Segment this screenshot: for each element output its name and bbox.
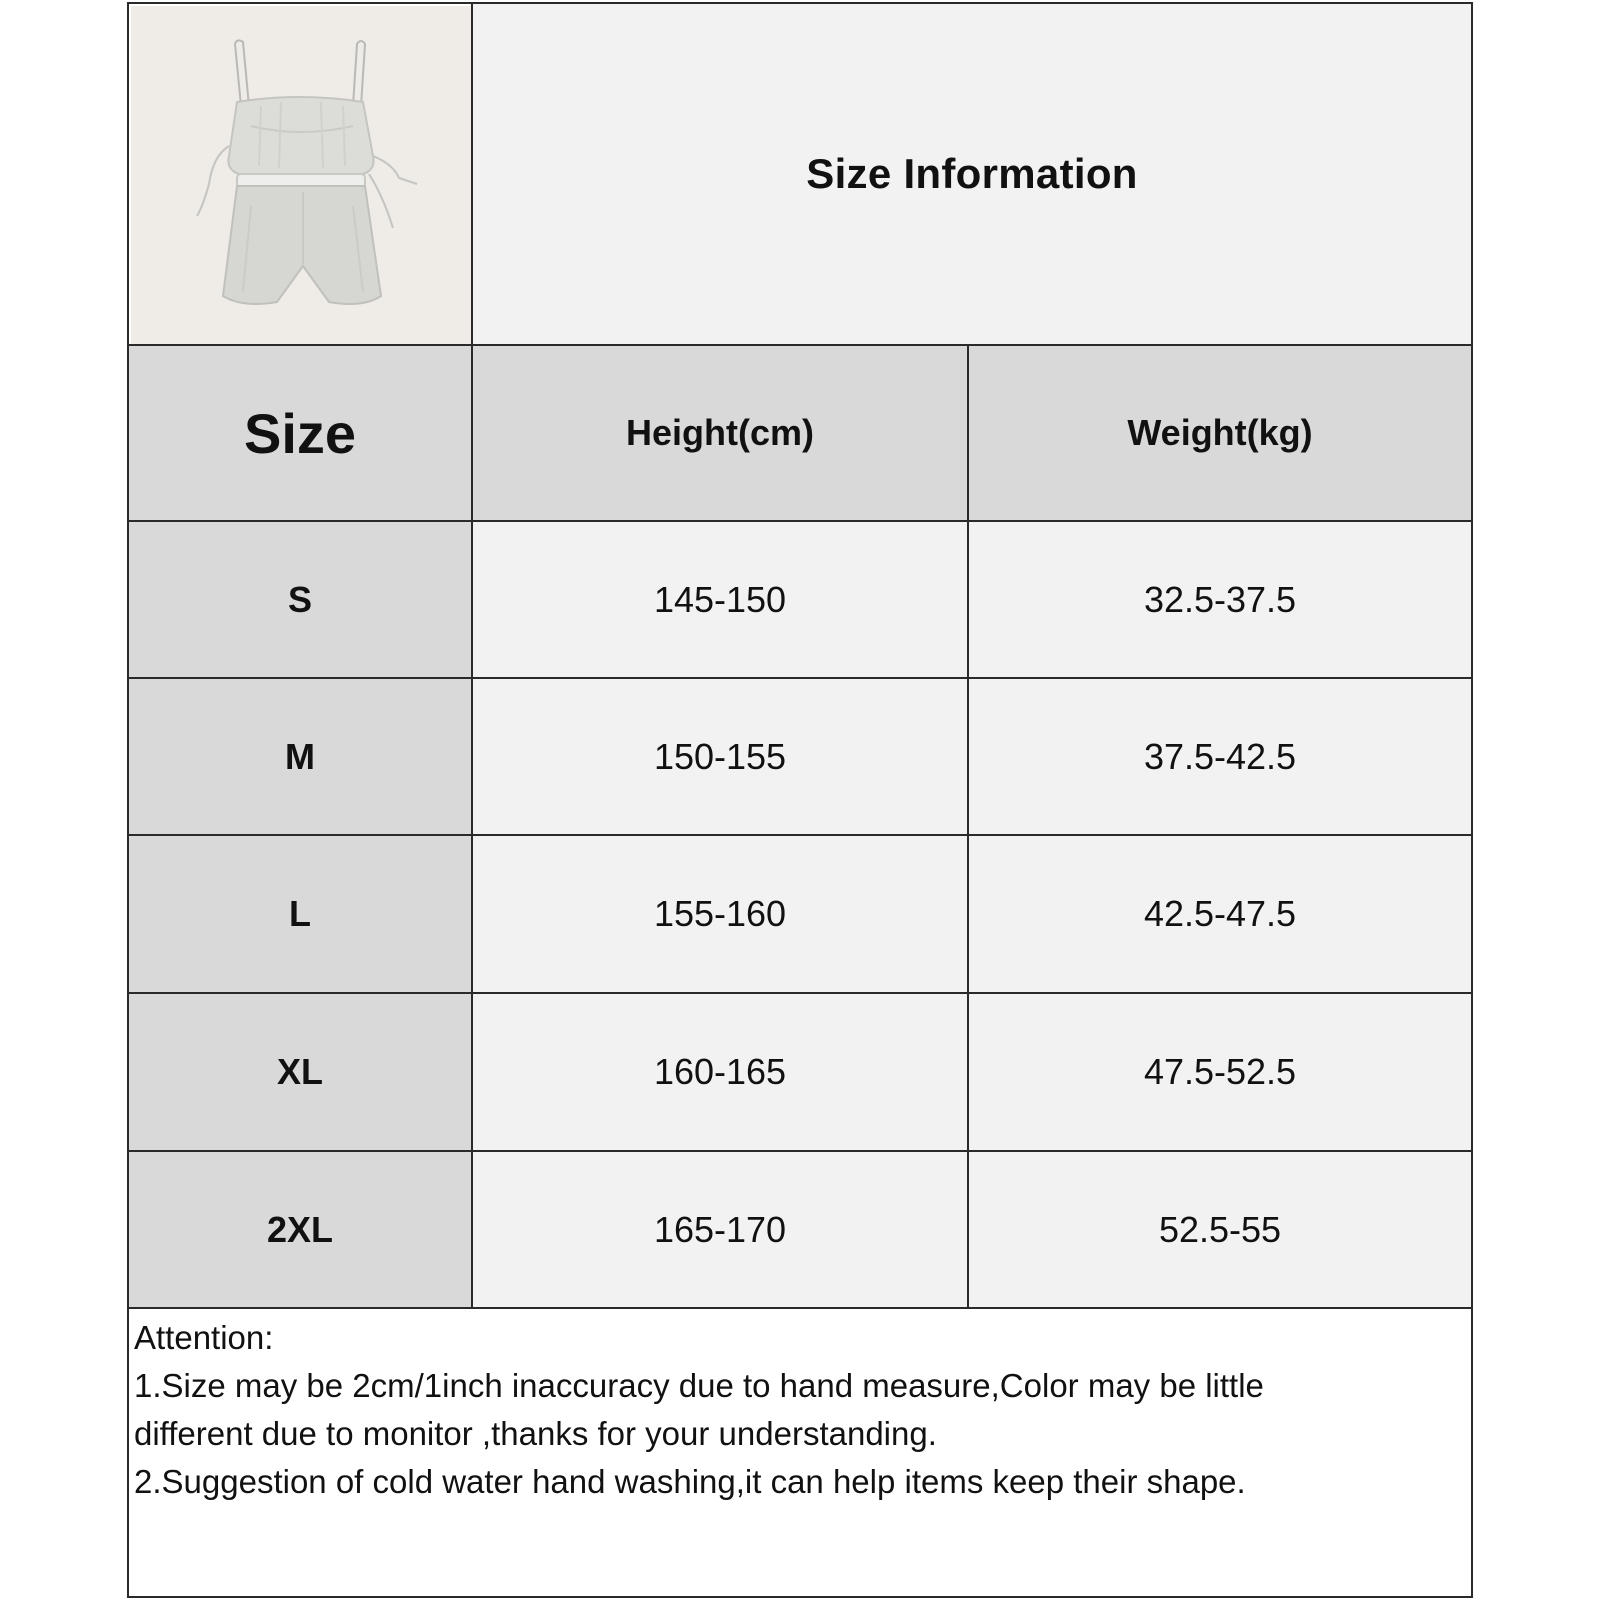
row-divider [129, 834, 1471, 836]
column-divider [967, 344, 969, 1309]
weight-value: 47.5-52.5 [1143, 1051, 1297, 1092]
row-divider [129, 677, 1471, 679]
height-value: 155-160 [653, 893, 787, 934]
table-row-height-cell [473, 994, 967, 1150]
note-line: different due to monitor ,thanks for your understanding. [134, 1415, 937, 1452]
row-divider [129, 344, 1471, 346]
weight-column-header: Weight(kg) [1127, 412, 1313, 453]
height-value: 145-150 [653, 578, 787, 620]
size-label: L [289, 893, 311, 934]
attention-notes [134, 1314, 1464, 1506]
table-row-size-cell [129, 679, 471, 834]
column-divider [471, 4, 473, 1309]
table-row-weight-cell [969, 679, 1471, 834]
camisole-shorts-set-icon [131, 6, 471, 344]
size-label: S [287, 578, 312, 620]
row-divider [129, 1150, 1471, 1152]
height-value: 150-155 [653, 735, 787, 777]
weight-value: 52.5-55 [1158, 1208, 1282, 1250]
table-row-size-cell [129, 994, 471, 1150]
product-image [131, 6, 471, 344]
row-divider [129, 520, 1471, 522]
size-chart [127, 2, 1473, 1598]
table-row-size-cell [129, 522, 471, 677]
size-header-cell [129, 346, 471, 520]
table-row-weight-cell [969, 522, 1471, 677]
table-row-height-cell [473, 522, 967, 677]
table-row-height-cell [473, 679, 967, 834]
table-row-height-cell [473, 1152, 967, 1307]
table-row-height-cell [473, 836, 967, 992]
table-row-weight-cell [969, 1152, 1471, 1307]
size-column-header: Size [243, 401, 357, 465]
weight-value: 42.5-47.5 [1143, 893, 1297, 934]
page-title: Size Information [806, 150, 1138, 197]
row-divider [129, 1307, 1471, 1309]
height-value: 165-170 [653, 1208, 787, 1250]
height-value: 160-165 [653, 1051, 787, 1092]
table-row-weight-cell [969, 836, 1471, 992]
height-column-header: Height(cm) [626, 412, 814, 453]
weight-value: 32.5-37.5 [1143, 578, 1297, 620]
size-label: M [285, 735, 315, 777]
size-label: 2XL [266, 1208, 334, 1250]
weight-value: 37.5-42.5 [1143, 735, 1297, 777]
weight-header-cell [969, 346, 1471, 520]
row-divider [129, 992, 1471, 994]
table-row-weight-cell [969, 994, 1471, 1150]
height-header-cell [473, 346, 967, 520]
table-row-size-cell [129, 1152, 471, 1307]
attention-heading: Attention: [134, 1319, 274, 1356]
title-cell [473, 4, 1471, 344]
table-row-size-cell [129, 836, 471, 992]
size-label: XL [276, 1051, 323, 1092]
note-line: 2.Suggestion of cold water hand washing,it can help items keep their shape. [134, 1463, 1246, 1500]
note-line: 1.Size may be 2cm/1inch inaccuracy due to hand measure,Color may be little [134, 1367, 1264, 1404]
